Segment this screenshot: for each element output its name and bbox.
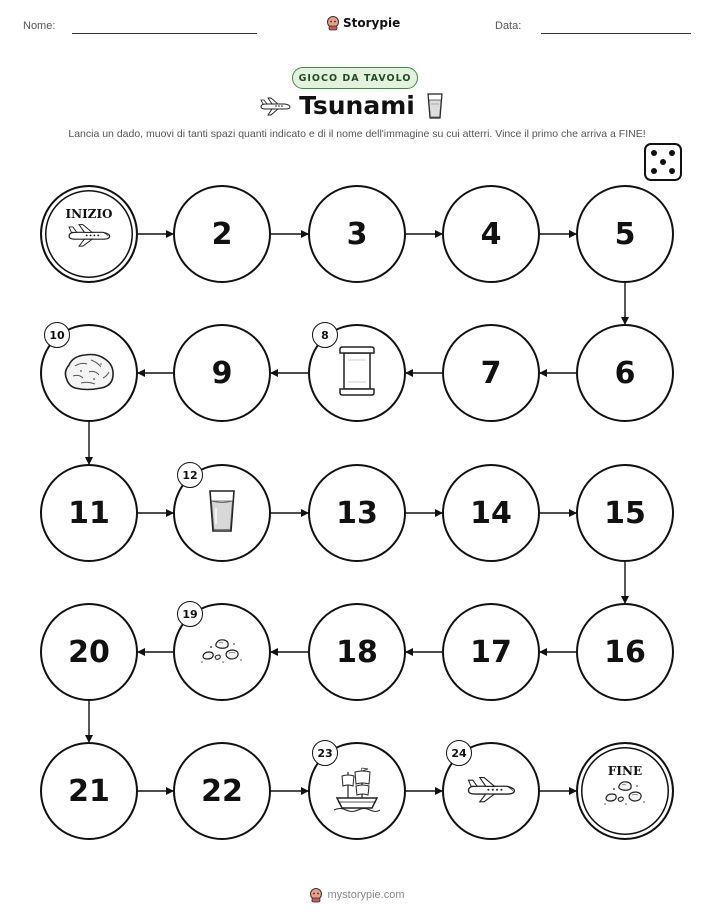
category-badge: GIOCO DA TAVOLO [292, 67, 418, 89]
space-number: 7 [480, 355, 502, 391]
board-space-15 [576, 464, 674, 562]
board-space-17 [442, 603, 540, 701]
board-space-6 [576, 324, 674, 422]
dice-icon [644, 143, 682, 181]
airplane-icon [465, 775, 517, 808]
water-glass-icon [426, 92, 444, 120]
board-space-14 [442, 464, 540, 562]
board-space-21 [40, 742, 138, 840]
dice-pip [651, 150, 657, 156]
space-number-badge: 12 [177, 462, 203, 488]
space-number: 6 [614, 355, 636, 391]
board-space-3 [308, 185, 406, 283]
brand-name: Storypie [343, 16, 401, 30]
board-space-20 [40, 603, 138, 701]
pebbles-icon [602, 777, 648, 811]
board-space-1 [40, 185, 138, 283]
board-space-16 [576, 603, 674, 701]
date-label: Data: [495, 20, 522, 32]
board-space-5 [576, 185, 674, 283]
board-space-13 [308, 464, 406, 562]
airplane-icon [66, 222, 112, 251]
pebbles-icon [199, 635, 245, 669]
name-label: Nome: [23, 20, 56, 32]
start-label: INIZIO [65, 207, 113, 221]
board-space-4 [442, 185, 540, 283]
space-number: 3 [346, 216, 368, 252]
board-space-18 [308, 603, 406, 701]
space-number-badge: 10 [44, 322, 70, 348]
space-number: 4 [480, 216, 502, 252]
board-space-25 [576, 742, 674, 840]
water-glass-icon [207, 488, 237, 538]
space-number-badge: 8 [312, 322, 338, 348]
space-number-badge: 24 [446, 740, 472, 766]
dice-pip [669, 168, 675, 174]
scroll-icon [335, 345, 379, 401]
board-space-9 [173, 324, 271, 422]
board-space-11 [40, 464, 138, 562]
storypie-mascot-icon [309, 887, 323, 903]
space-number: 5 [614, 216, 636, 252]
dice-pip [669, 150, 675, 156]
ship-icon [332, 764, 382, 818]
space-number: 22 [201, 773, 243, 809]
space-number: 16 [604, 634, 646, 670]
name-line[interactable] [72, 33, 257, 34]
space-number: 21 [68, 773, 110, 809]
brand-logo [326, 13, 400, 33]
board-space-7 [442, 324, 540, 422]
storypie-mascot-icon [326, 15, 340, 31]
board-space-2 [173, 185, 271, 283]
space-number-badge: 19 [177, 601, 203, 627]
finish-label: FINE [607, 764, 643, 778]
instructions-text: Lancia un dado, muovi di tanti spazi quanti indicato e di il nome dell'immagine su cui atterri. Vince il primo che arriva a FINE! [68, 128, 646, 140]
space-number: 9 [211, 355, 233, 391]
page-title: Tsunami [299, 91, 415, 120]
footer [0, 885, 714, 905]
space-number: 13 [336, 495, 378, 531]
space-number: 14 [470, 495, 512, 531]
dice-pip [660, 159, 666, 165]
space-number: 18 [336, 634, 378, 670]
dice-pip [651, 168, 657, 174]
space-number: 17 [470, 634, 512, 670]
board-space-22 [173, 742, 271, 840]
footer-url: mystorypie.com [327, 889, 405, 901]
space-number: 15 [604, 495, 646, 531]
space-number: 2 [211, 216, 233, 252]
worksheet-header [0, 0, 714, 50]
space-number: 11 [68, 495, 110, 531]
rock-icon [61, 350, 117, 396]
space-number: 20 [68, 634, 110, 670]
date-line[interactable] [541, 33, 691, 34]
space-number-badge: 23 [312, 740, 338, 766]
